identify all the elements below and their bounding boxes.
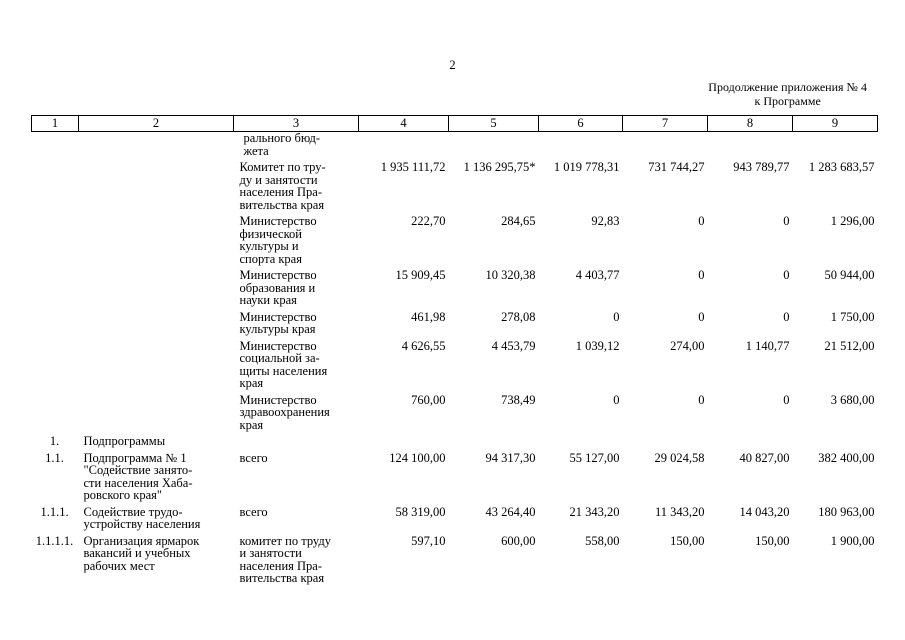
value-col-7: 0 — [698, 309, 705, 324]
value-col-6: 1 019 778,31 — [553, 160, 620, 174]
table-row — [32, 393, 878, 435]
value-col-5: 278,08 — [501, 309, 536, 324]
table-row — [32, 434, 878, 451]
row-name — [79, 214, 234, 268]
value-col-5: 600,00 — [501, 533, 536, 548]
value-col-8: 0 — [783, 268, 790, 282]
row-name — [79, 160, 234, 214]
column-header-2: 2 — [79, 116, 234, 132]
row-name: Подпрограммы — [83, 434, 166, 448]
value-col-9: 1 296,00 — [830, 214, 875, 228]
value-col-9: 180 963,00 — [818, 504, 875, 519]
value-col-5 — [449, 434, 539, 451]
table-row — [32, 160, 878, 214]
row-name — [79, 393, 234, 435]
value-col-9: 3 680,00 — [830, 392, 875, 407]
value-col-5: 94 317,30 — [485, 450, 536, 465]
row-name — [79, 339, 234, 393]
value-col-8 — [708, 434, 793, 451]
value-col-6: 0 — [613, 309, 620, 324]
row-executor: всего — [239, 504, 268, 519]
table-row — [32, 505, 878, 534]
table-row — [32, 268, 878, 310]
value-col-4: 597,10 — [411, 533, 446, 548]
value-col-5: 1 136 295,75* — [463, 160, 536, 174]
value-col-8: 943 789,77 — [733, 160, 790, 174]
row-name — [79, 268, 234, 310]
value-col-7: 274,00 — [670, 338, 705, 353]
value-col-8: 150,00 — [755, 533, 790, 548]
continuation-text: рального бюд- жета — [243, 131, 321, 158]
value-col-9: 382 400,00 — [818, 450, 875, 465]
table-header — [32, 116, 878, 132]
row-number: 1. — [49, 434, 60, 448]
table-row — [32, 534, 878, 588]
row-executor: Министерство культуры края — [239, 309, 317, 336]
value-col-6: 55 127,00 — [569, 450, 620, 465]
column-header-7: 7 — [623, 116, 708, 132]
row-number — [32, 214, 79, 268]
value-col-6: 1 039,12 — [575, 338, 620, 353]
value-col-5: 738,49 — [501, 392, 536, 407]
row-executor: Министерство физической культуры и спорта края — [239, 214, 317, 266]
row-number: 1.1.1. — [40, 504, 69, 519]
table-row — [32, 214, 878, 268]
value-col-4 — [359, 434, 449, 451]
value-col-4: 1 935 111,72 — [380, 160, 446, 174]
value-col-7: 731 744,27 — [648, 160, 705, 174]
row-executor — [234, 434, 359, 451]
row-number: 1.1. — [45, 450, 64, 465]
value-col-7 — [623, 434, 708, 451]
row-name — [79, 310, 234, 339]
value-col-8: 0 — [783, 309, 790, 324]
value-col-7: 0 — [698, 392, 705, 407]
row-number — [32, 393, 79, 435]
value-col-9: 1 900,00 — [830, 533, 875, 548]
page-number: 2 — [449, 58, 456, 72]
row-number — [32, 339, 79, 393]
value-col-8: 40 827,00 — [739, 450, 790, 465]
row-number: 1.1.1.1. — [35, 533, 74, 548]
column-header-4: 4 — [359, 116, 449, 132]
column-header-8: 8 — [708, 116, 793, 132]
row-name: Организация ярмарок вакансий и учебных рабочих мест — [83, 533, 200, 573]
value-col-5: 284,65 — [501, 214, 536, 228]
value-col-9: 1 283 683,57 — [808, 160, 875, 174]
table-row — [32, 339, 878, 393]
value-col-7: 150,00 — [670, 533, 705, 548]
value-col-8: 1 140,77 — [745, 338, 790, 353]
value-col-4: 124 100,00 — [389, 450, 446, 465]
row-executor: Комитет по тру- ду и занятости населения Пра- вительства края — [239, 160, 326, 212]
column-header-3: 3 — [234, 116, 359, 132]
value-col-6 — [539, 434, 623, 451]
value-col-8: 0 — [783, 392, 790, 407]
value-col-4: 760,00 — [411, 392, 446, 407]
value-col-6: 92,83 — [591, 214, 620, 228]
value-col-5: 4 453,79 — [491, 338, 536, 353]
budget-table — [31, 115, 878, 588]
value-col-6: 0 — [613, 392, 620, 407]
row-number — [32, 310, 79, 339]
column-header-6: 6 — [539, 116, 623, 132]
column-header-9: 9 — [793, 116, 878, 132]
row-executor: Министерство образования и науки края — [239, 268, 317, 307]
row-executor: всего — [239, 450, 268, 465]
row-executor: Министерство социальной за- щиты населения края — [239, 338, 328, 390]
value-col-4: 222,70 — [411, 214, 446, 228]
header-row — [32, 116, 878, 132]
value-col-9 — [793, 434, 878, 451]
value-col-8: 14 043,20 — [739, 504, 790, 519]
value-col-7: 29 024,58 — [654, 450, 705, 465]
value-col-4: 58 319,00 — [395, 504, 446, 519]
appendix-line-2: к Программе — [754, 94, 821, 108]
row-name: Содействие трудо- устройству населения — [83, 504, 201, 531]
table-row — [32, 451, 878, 505]
row-name: Подпрограмма № 1 "Содействие занято- сти населения Хаба- ровского края" — [83, 450, 193, 502]
column-header-5: 5 — [449, 116, 539, 132]
table-row — [32, 310, 878, 339]
continuation-row — [32, 132, 878, 161]
value-col-4: 4 626,55 — [401, 338, 446, 353]
appendix-line-1: Продолжение приложения № 4 — [708, 80, 867, 94]
value-col-4: 461,98 — [411, 309, 446, 324]
value-col-9: 21 512,00 — [824, 338, 875, 353]
column-header-1: 1 — [32, 116, 79, 132]
appendix-caption — [708, 80, 867, 108]
value-col-7: 11 343,20 — [654, 504, 705, 519]
row-executor: Министерство здравоохранения края — [239, 392, 330, 432]
row-number — [32, 268, 79, 310]
value-col-4: 15 909,45 — [395, 268, 446, 282]
value-col-7: 0 — [698, 268, 705, 282]
value-col-6: 4 403,77 — [575, 268, 620, 282]
row-number — [32, 160, 79, 214]
table-body — [32, 132, 878, 588]
value-col-6: 21 343,20 — [569, 504, 620, 519]
value-col-7: 0 — [698, 214, 705, 228]
row-executor: комитет по труду и занятости населения Пра- вительства края — [239, 533, 331, 585]
value-col-8: 0 — [783, 214, 790, 228]
value-col-6: 558,00 — [585, 533, 620, 548]
value-col-9: 50 944,00 — [824, 268, 875, 282]
value-col-9: 1 750,00 — [830, 309, 875, 324]
value-col-5: 10 320,38 — [485, 268, 536, 282]
value-col-5: 43 264,40 — [485, 504, 536, 519]
